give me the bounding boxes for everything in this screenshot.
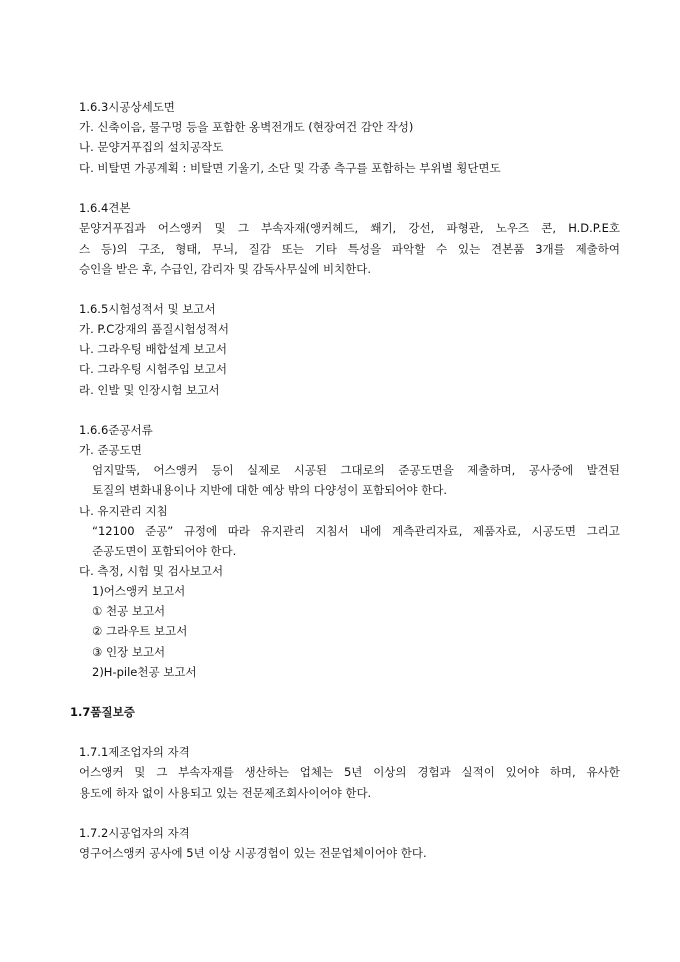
section-1-6-4-para-line-3: 승인을 받은 후, 수급인, 감리자 및 감독사무실에 비치한다. (79, 262, 372, 276)
word: 유사한 (586, 765, 620, 779)
word: 쐐기, (370, 221, 397, 235)
word: 그 (237, 221, 249, 235)
word: 및 (214, 221, 226, 235)
section-1-6-4-title: 1.6.4견본 (79, 201, 131, 215)
section-1-7-1-para-line-1 (79, 765, 620, 779)
section-1-6-6-item-b-line-1 (92, 524, 620, 538)
word: 발견된 (586, 463, 620, 477)
word: 실적이 (461, 765, 495, 779)
word: 그리고 (586, 524, 620, 538)
word: 규정에 (183, 524, 218, 538)
word: 강선, (408, 221, 435, 235)
word: 이상의 (373, 765, 407, 779)
section-1-7-2-para: 영구어스앵커 공사에 5년 이상 시공경험이 있는 전문업체이어야 한다. (79, 846, 427, 860)
section-1-6-6-item-c-1: 1)어스앵커 보고서 (92, 584, 186, 598)
word: 3개를 (535, 242, 565, 256)
word: 그 (156, 765, 168, 779)
word: 있는 (457, 242, 481, 256)
word: 준공” (145, 524, 174, 538)
section-1-7-heading: 1.7품질보증 (70, 705, 135, 719)
section-1-7-1-para-line-2: 용도에 하자 없이 사용되고 있는 전문제조회사이어야 한다. (79, 786, 372, 800)
section-1-6-6-item-c-2: 2)H-pile천공 보고서 (92, 665, 197, 679)
word: 및 (134, 765, 146, 779)
section-1-6-5-item-d: 라. 인발 및 인장시험 보고서 (79, 383, 220, 397)
word: 실제로 (246, 463, 281, 477)
section-1-6-5-item-a: 가. P.C강재의 품질시험성적서 (79, 322, 229, 336)
word: 노우즈 (495, 221, 530, 235)
word: 그대로의 (340, 463, 385, 477)
section-1-6-3-title: 1.6.3시공상세도면 (79, 100, 175, 114)
word: 어스앵커 (153, 463, 198, 477)
word: 파악할 (391, 242, 426, 256)
word: 업체는 (299, 765, 334, 779)
word: 수 (436, 242, 448, 256)
word: 등)의 (100, 242, 128, 256)
word: 스 (79, 242, 91, 256)
word: 형태, (175, 242, 202, 256)
word: 시공도면 (531, 524, 577, 538)
section-1-6-6-item-a-line-2: 토질의 변화내용이나 지반에 대한 예상 밖의 다양성이 포함되어야 한다. (92, 483, 448, 497)
word: H.D.P.E호 (568, 221, 620, 235)
word: 시공된 (293, 463, 328, 477)
section-1-6-6-item-b: 나. 유지관리 지침 (79, 504, 168, 518)
word: 하며, (549, 765, 576, 779)
section-1-6-5-title: 1.6.5시험성적서 및 보고서 (79, 302, 216, 316)
word: 부속자재(앵커헤드, (261, 221, 359, 235)
word: 어스앵커 (157, 221, 203, 235)
word: 등이 (211, 463, 234, 477)
word: 제출하며, (467, 463, 516, 477)
word: 부속자재를 (178, 765, 234, 779)
word: 내에 (359, 524, 382, 538)
section-1-7-1-title: 1.7.1제조업자의 자격 (79, 745, 190, 759)
word: 공사중에 (528, 463, 574, 477)
word: 제출하여 (575, 242, 620, 256)
word: 지침서 (315, 524, 349, 538)
word: 특성을 (347, 242, 382, 256)
word: 생산하는 (244, 765, 289, 779)
section-1-6-6-item-a: 가. 준공도면 (79, 443, 142, 457)
section-1-7-2-title: 1.7.2시공업자의 자격 (79, 826, 190, 840)
word: 경험과 (417, 765, 451, 779)
word: 구조, (138, 242, 165, 256)
word: 제품자료, (472, 524, 522, 538)
word: “12100 (92, 524, 135, 538)
section-1-6-3-item-c: 다. 비탈면 가공계획 : 비탈면 기울기, 소단 및 각종 측구를 포함하는 부위별 횡단면도 (79, 161, 501, 175)
section-1-6-5-item-c: 다. 그라우팅 시험주입 보고서 (79, 362, 227, 376)
word: 엄지말뚝, (92, 463, 141, 477)
word: 기타 (314, 242, 337, 256)
word: 있어야 (505, 765, 539, 779)
word: 파형관, (446, 221, 484, 235)
section-1-6-6-item-c: 다. 측정, 시험 및 검사보고서 (79, 564, 224, 578)
section-1-6-6-title: 1.6.6준공서류 (79, 423, 153, 437)
word: 5년 (343, 765, 363, 779)
section-1-6-4-para-line-2 (79, 242, 620, 256)
word: 준공도면을 (398, 463, 454, 477)
word: 콘, (541, 221, 556, 235)
section-1-6-3-item-b: 나. 문양거푸집의 설치공작도 (79, 140, 224, 154)
word: 따라 (227, 524, 250, 538)
word: 또는 (281, 242, 304, 256)
section-1-6-3-item-a: 가. 신축이음, 물구멍 등을 포함한 옹벽전개도 (현장여건 감안 작성) (79, 120, 414, 134)
section-1-6-4-para-line-1 (79, 221, 620, 235)
word: 문양거푸집과 (79, 221, 146, 235)
section-1-6-6-item-c-1-b: ② 그라우트 보고서 (92, 624, 188, 638)
word: 견본품 (491, 242, 525, 256)
word: 계측관리자료, (392, 524, 463, 538)
section-1-6-6-item-a-line-1 (92, 463, 620, 477)
section-1-6-6-item-c-1-c: ③ 인장 보고서 (92, 645, 166, 659)
section-1-6-5-item-b: 나. 그라우팅 배합설계 보고서 (79, 342, 227, 356)
word: 유지관리 (260, 524, 305, 538)
word: 어스앵커 (79, 765, 124, 779)
section-1-6-6-item-b-line-2: 준공도면이 포함되어야 한다. (92, 544, 237, 558)
word: 질감 (248, 242, 271, 256)
word: 무늬, (211, 242, 238, 256)
section-1-6-6-item-c-1-a: ① 천공 보고서 (92, 604, 166, 618)
